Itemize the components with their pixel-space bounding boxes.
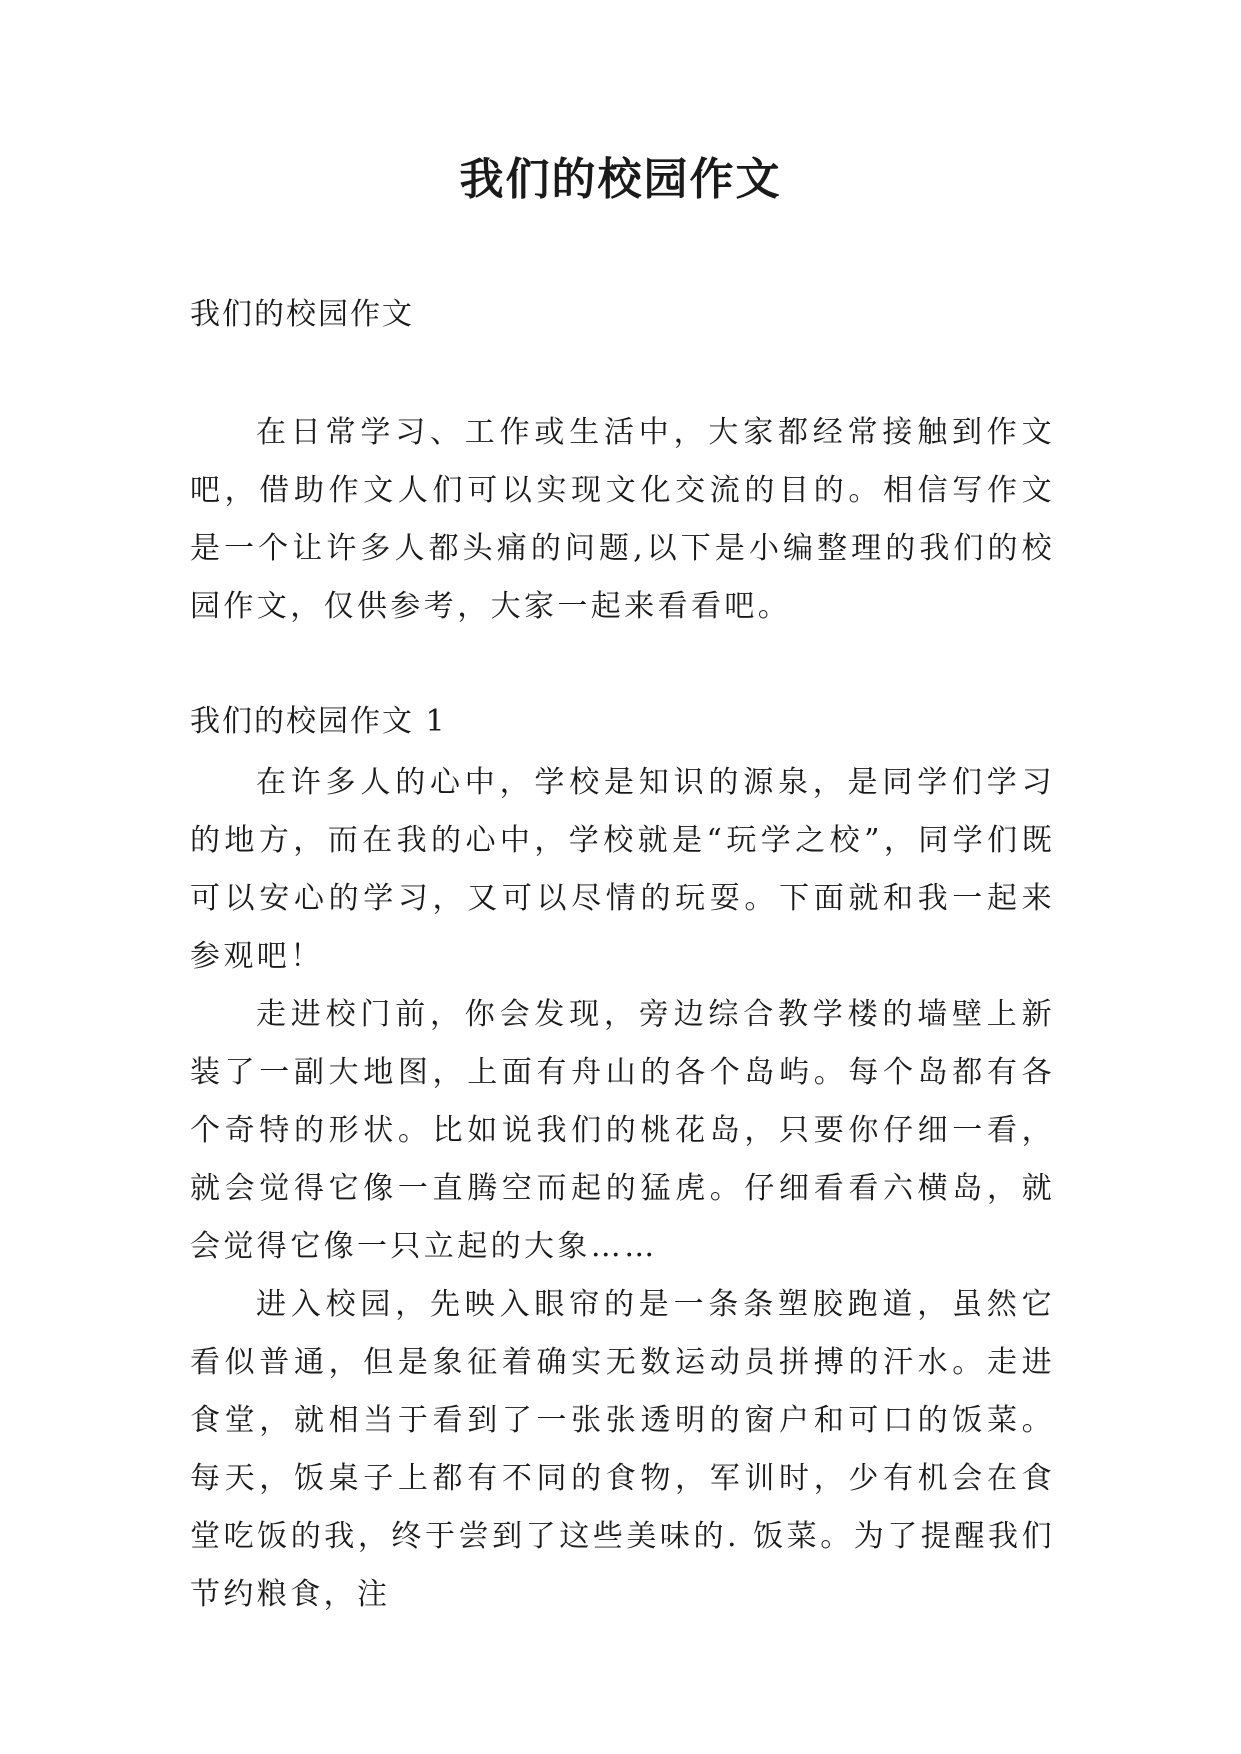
essay-paragraph-1: 在许多人的心中，学校是知识的源泉，是同学们学习的地方，而在我的心中，学校就是“玩学之校”，同学们既可以安心的学习，又可以尽情的玩耍。下面就和我一起来参观吧！: [190, 765, 1055, 974]
essay-paragraph-2: 走进校门前，你会发现，旁边综合教学楼的墙壁上新装了一副大地图，上面有舟山的各个岛屿。每个岛都有各个奇特的形状。比如说我们的桃花岛，只要你仔细一看，就会觉得它像一直腾空而起的猛虎。仔细看看六横岛，就会觉得它像一只立起的大象……: [190, 997, 1055, 1264]
document-subtitle: 我们的校园作文: [190, 297, 414, 332]
document-title: 我们的校园作文: [459, 154, 782, 205]
intro-paragraph: 在日常学习、工作或生活中，大家都经常接触到作文吧，借助作文人们可以实现文化交流的目的。相信写作文是一个让许多人都头痛的问题,以下是小编整理的我们的校园作文，仅供参考，大家一起来看看吧。: [190, 415, 1055, 624]
essay-body: [190, 754, 1055, 1624]
intro-block: [190, 404, 1055, 636]
essay-paragraph-3: 进入校园，先映入眼帘的是一条条塑胶跑道，虽然它看似普通，但是象征着确实无数运动员拼搏的汗水。走进食堂，就相当于看到了一张张透明的窗户和可口的饭菜。每天，饭桌子上都有不同的食物，军训时，少有机会在食堂吃饭的我，终于尝到了这些美味的. 饭菜。为了提醒我们节约粮食，注: [190, 1287, 1055, 1612]
essay-heading: 我们的校园作文 1: [190, 704, 447, 739]
